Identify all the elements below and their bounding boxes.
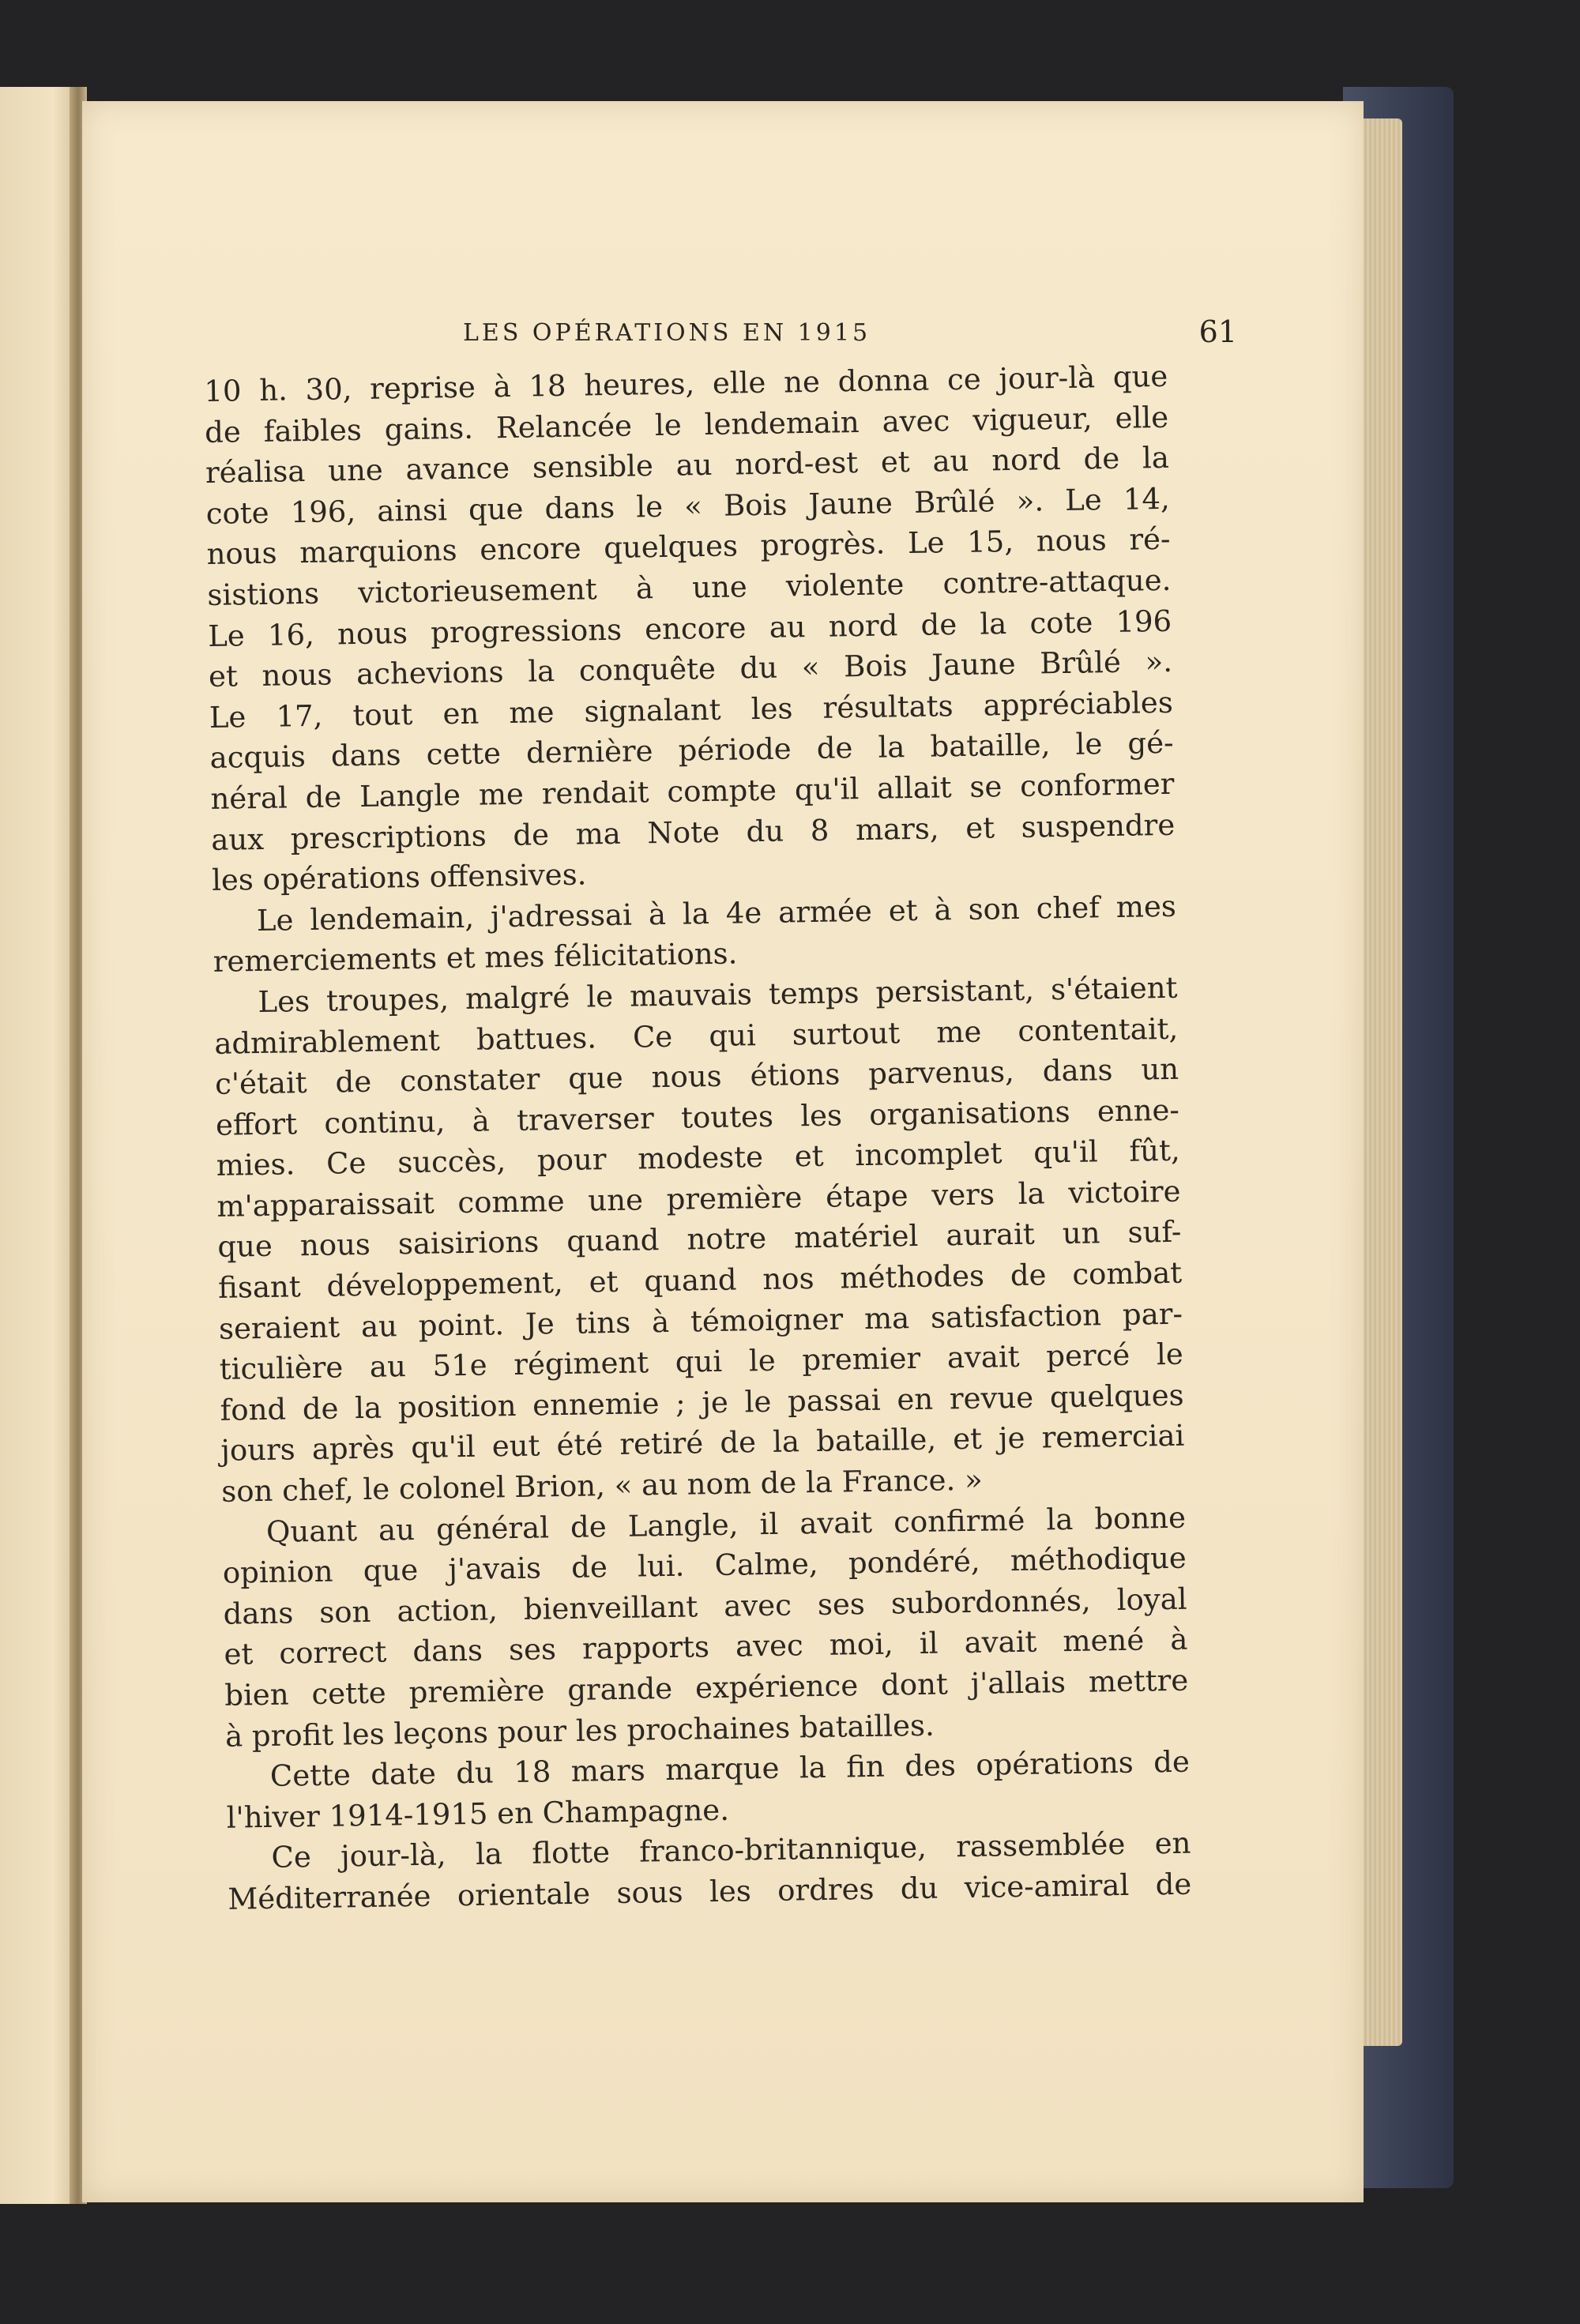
text-line: Le lendemain, j'adressai à la 4e armée et à son chef mes bbox=[256, 889, 1177, 938]
text-line: Les troupes, malgré le mauvais temps persistant, s'étaient bbox=[258, 970, 1178, 1019]
text-line: réalisa une avance sensible au nord-est et au nord de la bbox=[205, 441, 1170, 491]
text-line: nous marquions encore quelques progrès. Le 15, nous ré- bbox=[206, 522, 1171, 572]
text-line: sistions victorieusement à une violente contre-attaque. bbox=[207, 562, 1172, 612]
text-line: ticulière au 51e régiment qui le premier avait percé le bbox=[219, 1337, 1184, 1387]
text-line: cote 196, ainsi que dans le « Bois Jaune Brûlé ». Le 14, bbox=[205, 481, 1171, 531]
text-line: son chef, le colonel Brion, « au nom de la France. » bbox=[220, 1462, 983, 1509]
page-number: 61 bbox=[1198, 314, 1237, 349]
text-line: seraient au point. Je tins à témoigner ma satisfaction par- bbox=[218, 1296, 1183, 1346]
text-line: effort continu, à traverser toutes les organisations enne- bbox=[215, 1092, 1180, 1142]
text-line: à profit les leçons pour les prochaines batailles. bbox=[224, 1708, 935, 1754]
text-line: que nous saisirions quand notre matériel aurait un suf- bbox=[217, 1215, 1182, 1265]
text-line: Le 16, nous progressions encore au nord de la cote 196 bbox=[207, 604, 1172, 653]
text-line: fond de la position ennemie ; je le passai en revue quelques bbox=[220, 1378, 1184, 1427]
text-line: remerciements et mes félicitations. bbox=[213, 936, 738, 980]
text-line: l'hiver 1914-1915 en Champagne. bbox=[226, 1792, 730, 1835]
text-line: admirablement battues. Ce qui surtout me contentait, bbox=[214, 1011, 1179, 1061]
running-head bbox=[463, 314, 1237, 362]
text-line: aux prescriptions de ma Note du 8 mars, et suspendre bbox=[210, 807, 1176, 857]
text-line: de faibles gains. Relancée le lendemain avec vigueur, elle bbox=[204, 400, 1169, 449]
left-page-edge bbox=[0, 87, 76, 2204]
text-line: Quant au général de Langle, il avait confirmé la bonne bbox=[265, 1500, 1187, 1549]
text-line: mies. Ce succès, pour modeste et incomplet qu'il fût, bbox=[216, 1133, 1180, 1183]
text-line: m'apparaissait comme une première étape vers la victoire bbox=[216, 1174, 1181, 1224]
running-title: LES OPÉRATIONS EN 1915 bbox=[463, 319, 871, 347]
text-line: dans son action, bienveillant avec ses subordonnés, loyal bbox=[223, 1581, 1187, 1631]
text-line: acquis dans cette dernière période de la bataille, le gé- bbox=[209, 726, 1174, 776]
text-line: 10 h. 30, reprise à 18 heures, elle ne donna ce jour-là que bbox=[204, 359, 1168, 408]
text-line: bien cette première grande expérience dont j'allais mettre bbox=[224, 1663, 1189, 1713]
text-line: Le 17, tout en me signalant les résultats appréciables bbox=[209, 685, 1174, 735]
text-line: Cette date du 18 mars marque la fin des opérations de bbox=[269, 1744, 1191, 1794]
text-line: et nous achevions la conquête du « Bois Jaune Brûlé ». bbox=[208, 644, 1173, 694]
text-line: les opérations offensives. bbox=[211, 857, 587, 898]
text-line: jours après qu'il eut été retiré de la bataille, et je remerciai bbox=[220, 1419, 1185, 1468]
text-line: opinion que j'avais de lui. Calme, pondéré, méthodique bbox=[222, 1540, 1187, 1591]
text-line: Ce jour-là, la flotte franco-britannique, rassemblée en bbox=[271, 1826, 1191, 1875]
page-edges bbox=[1359, 118, 1402, 2046]
text-line: Méditerranée orientale sous les ordres du vice-amiral de bbox=[228, 1867, 1192, 1916]
text-line: néral de Langle me rendait compte qu'il allait se conformer bbox=[210, 766, 1175, 816]
text-line: et correct dans ses rapports avec moi, il avait mené à bbox=[224, 1623, 1188, 1672]
body-text bbox=[204, 356, 1192, 1920]
text-line: c'était de constater que nous étions parvenus, dans un bbox=[214, 1051, 1179, 1101]
text-line: fisant développement, et quand nos méthodes de combat bbox=[217, 1255, 1183, 1305]
